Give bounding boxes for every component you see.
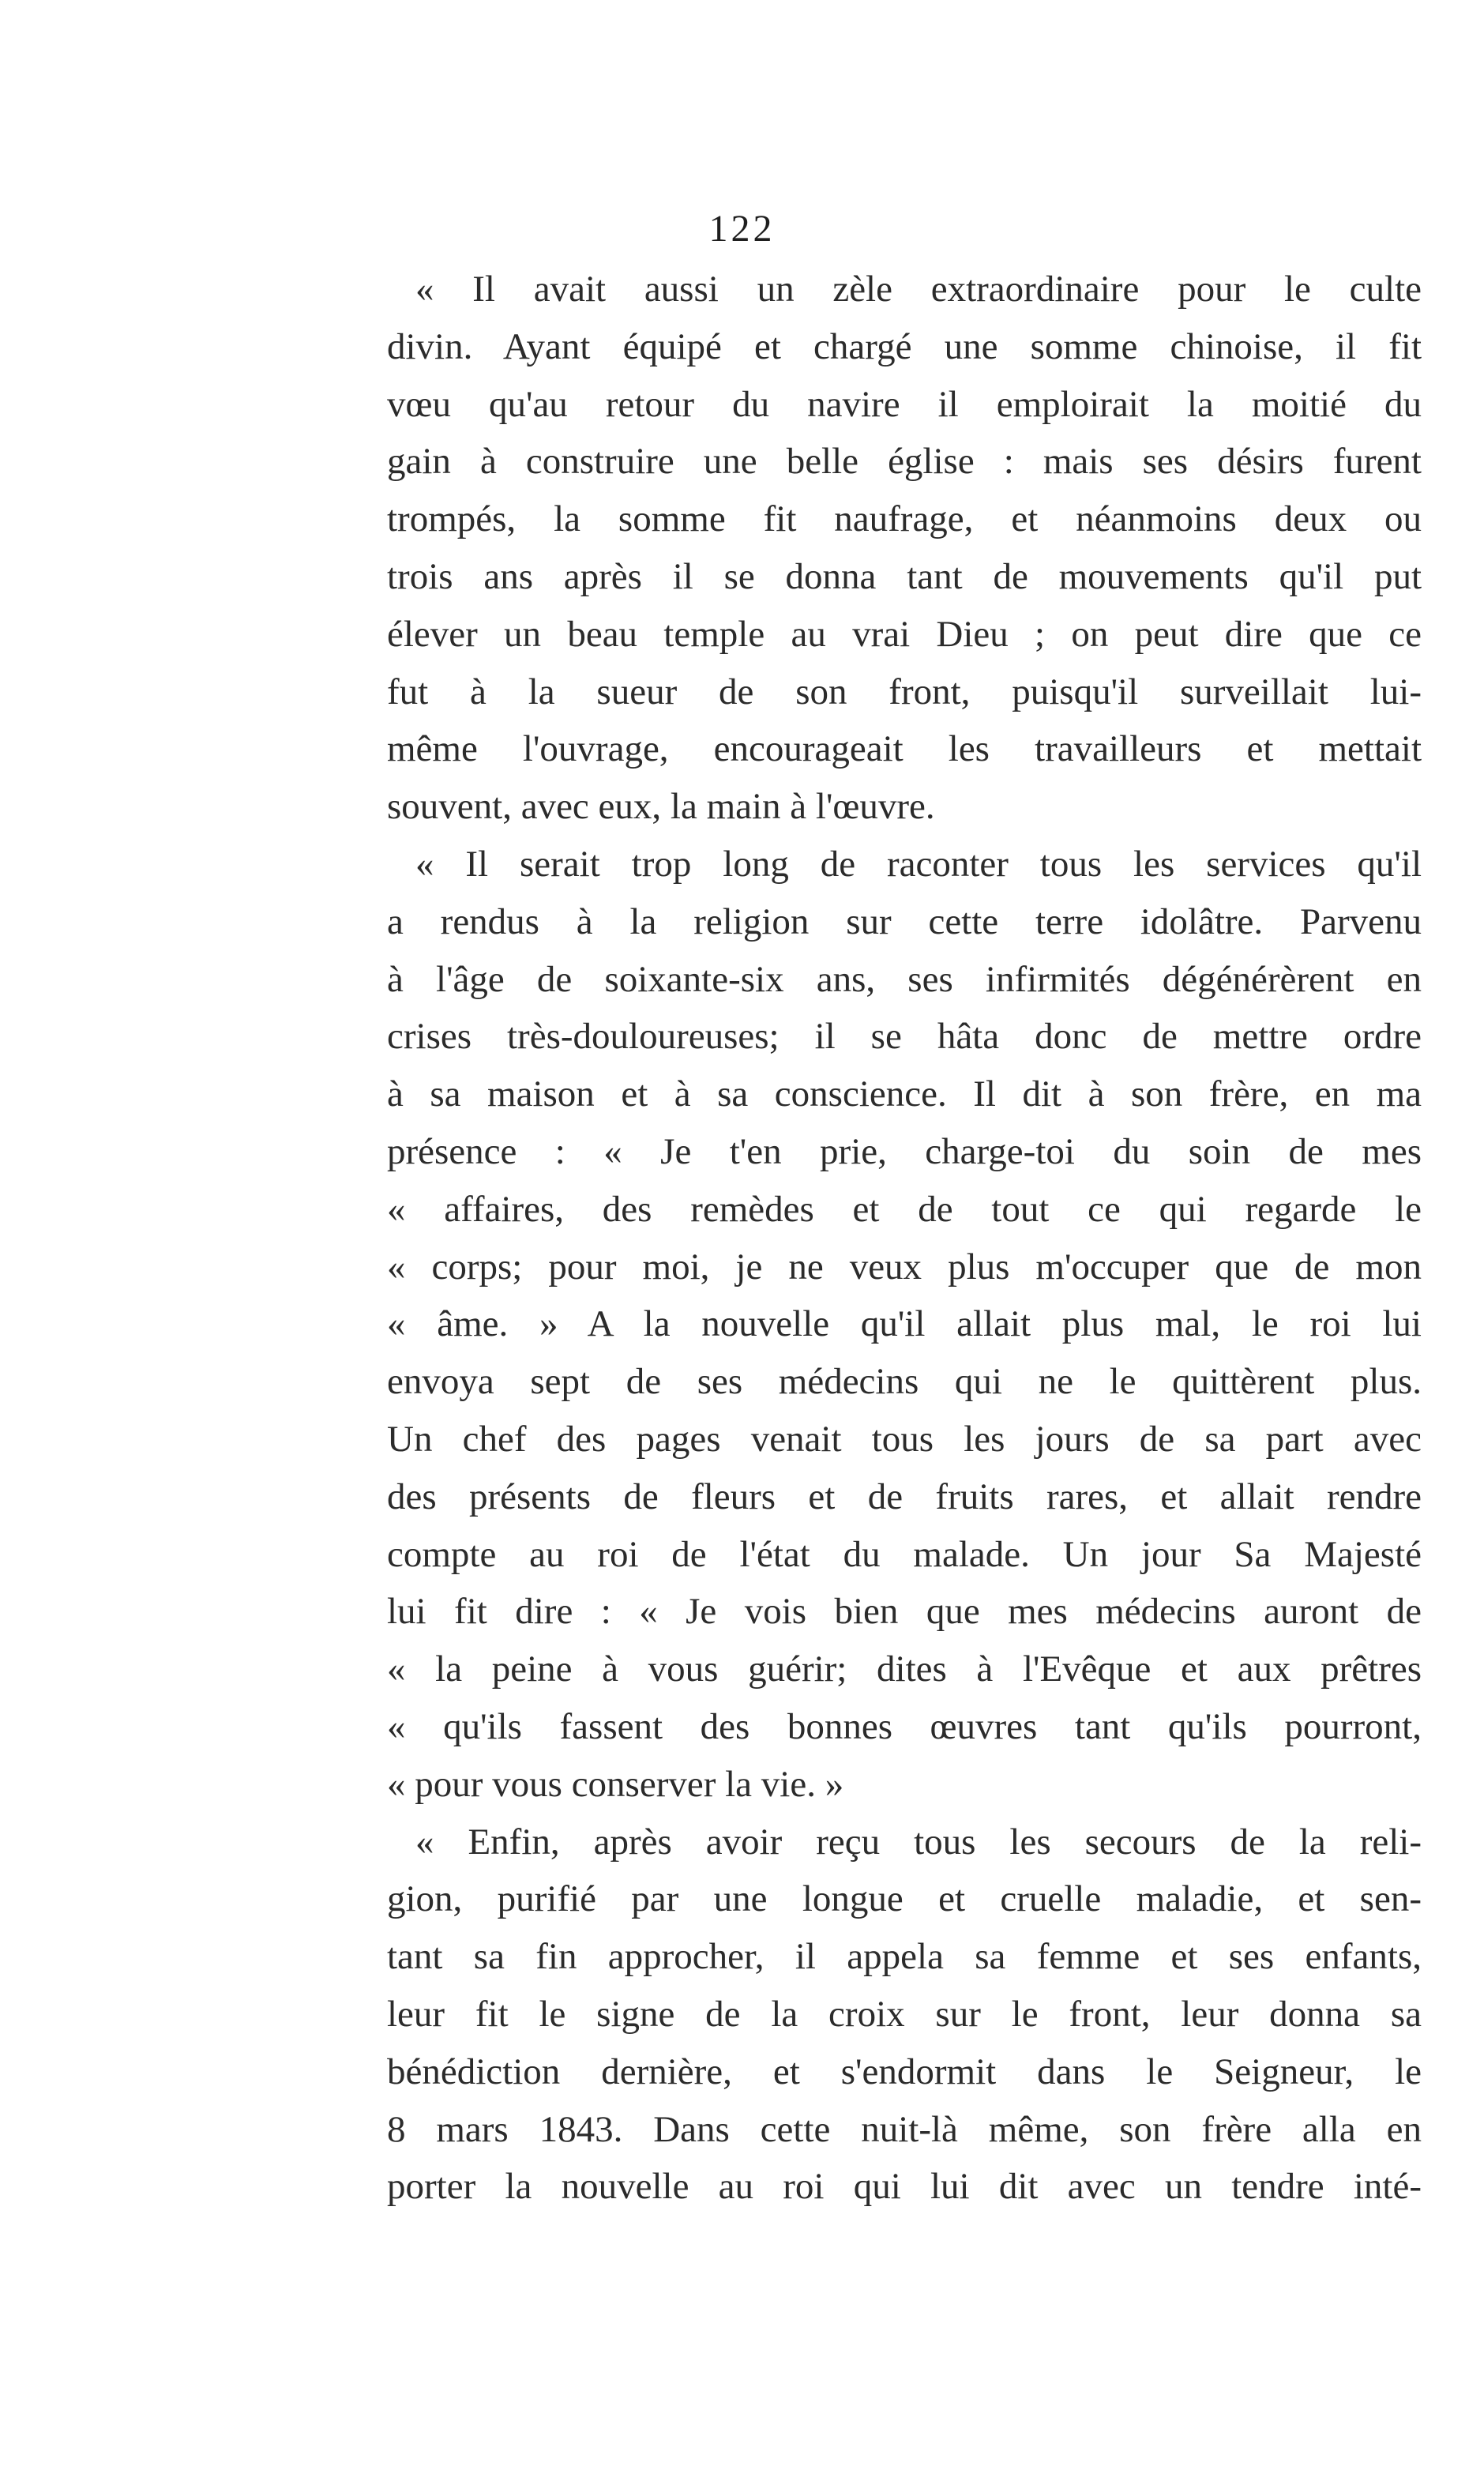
text-line: présence : « Je t'en prie, charge-toi du soin de mes bbox=[387, 1130, 1422, 1172]
text-line: gion, purifié par une longue et cruelle maladie, et sen- bbox=[387, 1878, 1422, 1920]
text-line: « Enfin, après avoir reçu tous les secours de la reli- bbox=[415, 1821, 1422, 1863]
body-text bbox=[387, 261, 1422, 2216]
text-line: gain à construire une belle église : mais ses désirs furent bbox=[387, 441, 1422, 483]
text-line: Un chef des pages venait tous les jours de sa part avec bbox=[387, 1418, 1422, 1460]
text-line: à sa maison et à sa conscience. Il dit à son frère, en ma bbox=[387, 1073, 1422, 1115]
text-line: « la peine à vous guérir; dites à l'Evêque et aux prêtres bbox=[387, 1648, 1422, 1690]
text-line: « pour vous conserver la vie. » bbox=[387, 1763, 844, 1805]
text-line: trompés, la somme fit naufrage, et néanmoins deux ou bbox=[387, 498, 1422, 540]
text-line: tant sa fin approcher, il appela sa femme et ses enfants, bbox=[387, 1936, 1422, 1978]
page-number: 122 bbox=[708, 208, 776, 250]
text-line: fut à la sueur de son front, puisqu'il surveillait lui- bbox=[387, 671, 1422, 712]
text-line: trois ans après il se donna tant de mouvements qu'il put bbox=[387, 555, 1422, 597]
text-line: élever un beau temple au vrai Dieu ; on peut dire que ce bbox=[387, 613, 1422, 655]
text-line: « âme. » A la nouvelle qu'il allait plus mal, le roi lui bbox=[387, 1303, 1422, 1345]
text-line: compte au roi de l'état du malade. Un jour Sa Majesté bbox=[387, 1533, 1422, 1575]
text-line: 8 mars 1843. Dans cette nuit-là même, son frère alla en bbox=[387, 2108, 1422, 2150]
text-line: « Il avait aussi un zèle extraordinaire pour le culte bbox=[415, 269, 1422, 310]
text-line: bénédiction dernière, et s'endormit dans le Seigneur, le bbox=[387, 2051, 1422, 2092]
text-line: « affaires, des remèdes et de tout ce qui regarde le bbox=[387, 1188, 1422, 1230]
text-line: envoya sept de ses médecins qui ne le quittèrent plus. bbox=[387, 1361, 1422, 1403]
text-line: « Il serait trop long de raconter tous les services qu'il bbox=[415, 843, 1422, 885]
text-line: même l'ouvrage, encourageait les travailleurs et mettait bbox=[387, 728, 1422, 770]
text-line: leur fit le signe de la croix sur le front, leur donna sa bbox=[387, 1993, 1422, 2035]
text-line: à l'âge de soixante-six ans, ses infirmités dégénérèrent en bbox=[387, 958, 1422, 1000]
text-line: vœu qu'au retour du navire il emploirait la moitié du bbox=[387, 383, 1422, 425]
text-line: porter la nouvelle au roi qui lui dit avec un tendre inté- bbox=[387, 2166, 1422, 2208]
text-line: lui fit dire : « Je vois bien que mes médecins auront de bbox=[387, 1591, 1422, 1633]
text-line: des présents de fleurs et de fruits rares, et allait rendre bbox=[387, 1475, 1422, 1517]
text-line: divin. Ayant équipé et chargé une somme chinoise, il fit bbox=[387, 325, 1422, 367]
text-line: « qu'ils fassent des bonnes œuvres tant qu'ils pourront, bbox=[387, 1705, 1422, 1747]
text-line: souvent, avec eux, la main à l'œuvre. bbox=[387, 786, 935, 828]
text-line: a rendus à la religion sur cette terre idolâtre. Parvenu bbox=[387, 900, 1422, 942]
text-line: « corps; pour moi, je ne veux plus m'occuper que de mon bbox=[387, 1246, 1422, 1288]
text-line: crises très-douloureuses; il se hâta donc de mettre ordre bbox=[387, 1016, 1422, 1058]
